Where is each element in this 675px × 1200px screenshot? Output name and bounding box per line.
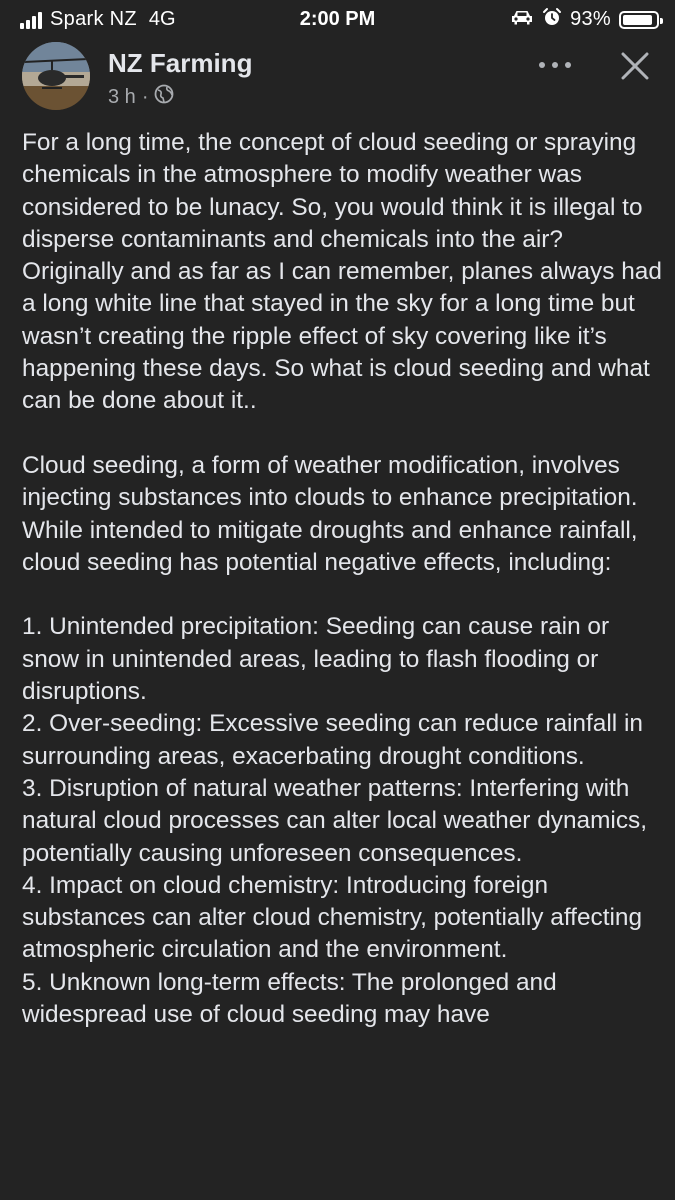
- close-icon: [620, 51, 650, 81]
- status-time: 2:00 PM: [299, 8, 376, 30]
- list-item: 5. Unknown long-term effects: The prolonged and widespread use of cloud seeding may have: [22, 968, 557, 1029]
- post-paragraph: Cloud seeding, a form of weather modification, involves injecting substances into clouds to enhance precipitation. While intended to mitigate droughts and enhance rainfall, cloud seeding has potential negative effects, including:: [22, 451, 638, 576]
- list-item: 1. Unintended precipitation: Seeding can cause rain or snow in unintended areas, leading to flash flooding or disruptions.: [22, 613, 610, 706]
- more-options-button[interactable]: [530, 50, 580, 80]
- post-header: [0, 40, 675, 120]
- list-item: 3. Disruption of natural weather patterns: Interfering with natural cloud processes can alter local weather dynamics, potentially causing unforeseen consequences.: [22, 774, 647, 867]
- page-name[interactable]: NZ Farming: [108, 48, 253, 78]
- carrier-name: Spark NZ: [50, 8, 137, 30]
- battery-percent: 93%: [570, 8, 611, 30]
- battery-cap: [660, 18, 663, 24]
- post-timestamp[interactable]: 3 h: [108, 85, 136, 108]
- post-body: [22, 127, 662, 1031]
- battery-icon: [619, 11, 659, 29]
- paragraph-gap: [22, 418, 662, 450]
- globe-icon: [154, 84, 174, 110]
- car-icon: [510, 8, 534, 31]
- more-dots-icon: [538, 61, 572, 69]
- list-item: 2. Over-seeding: Excessive seeding can reduce rainfall in surrounding areas, exacerbating drought conditions.: [22, 710, 643, 770]
- page-avatar[interactable]: [22, 42, 90, 110]
- helicopter-photo-icon: [22, 42, 90, 110]
- close-button[interactable]: [615, 46, 655, 86]
- list-item: 4. Impact on cloud chemistry: Introducing foreign substances can alter cloud chemistry, potentially affecting atmospheric circulation and the environment.: [22, 871, 643, 964]
- alarm-icon: [542, 7, 562, 32]
- paragraph-gap: [22, 579, 662, 611]
- post-meta: [108, 84, 174, 110]
- network-type: 4G: [148, 8, 176, 30]
- status-right: [510, 7, 659, 32]
- status-bar: [0, 0, 675, 38]
- post-paragraph: For a long time, the concept of cloud seeding or spraying chemicals in the atmosphere to modify weather was considered to be lunacy. So, you would think it is illegal to disperse contaminants and chemicals into the air? Originally and as far as I can remember, planes always had a long white line that stayed in the sky for a long time but wasn’t creating the ripple effect of sky covering like it’s happening these days. So what is cloud seeding and what can be done about it..: [22, 129, 662, 415]
- meta-separator: ·: [141, 85, 149, 108]
- battery-level-fill: [623, 15, 652, 25]
